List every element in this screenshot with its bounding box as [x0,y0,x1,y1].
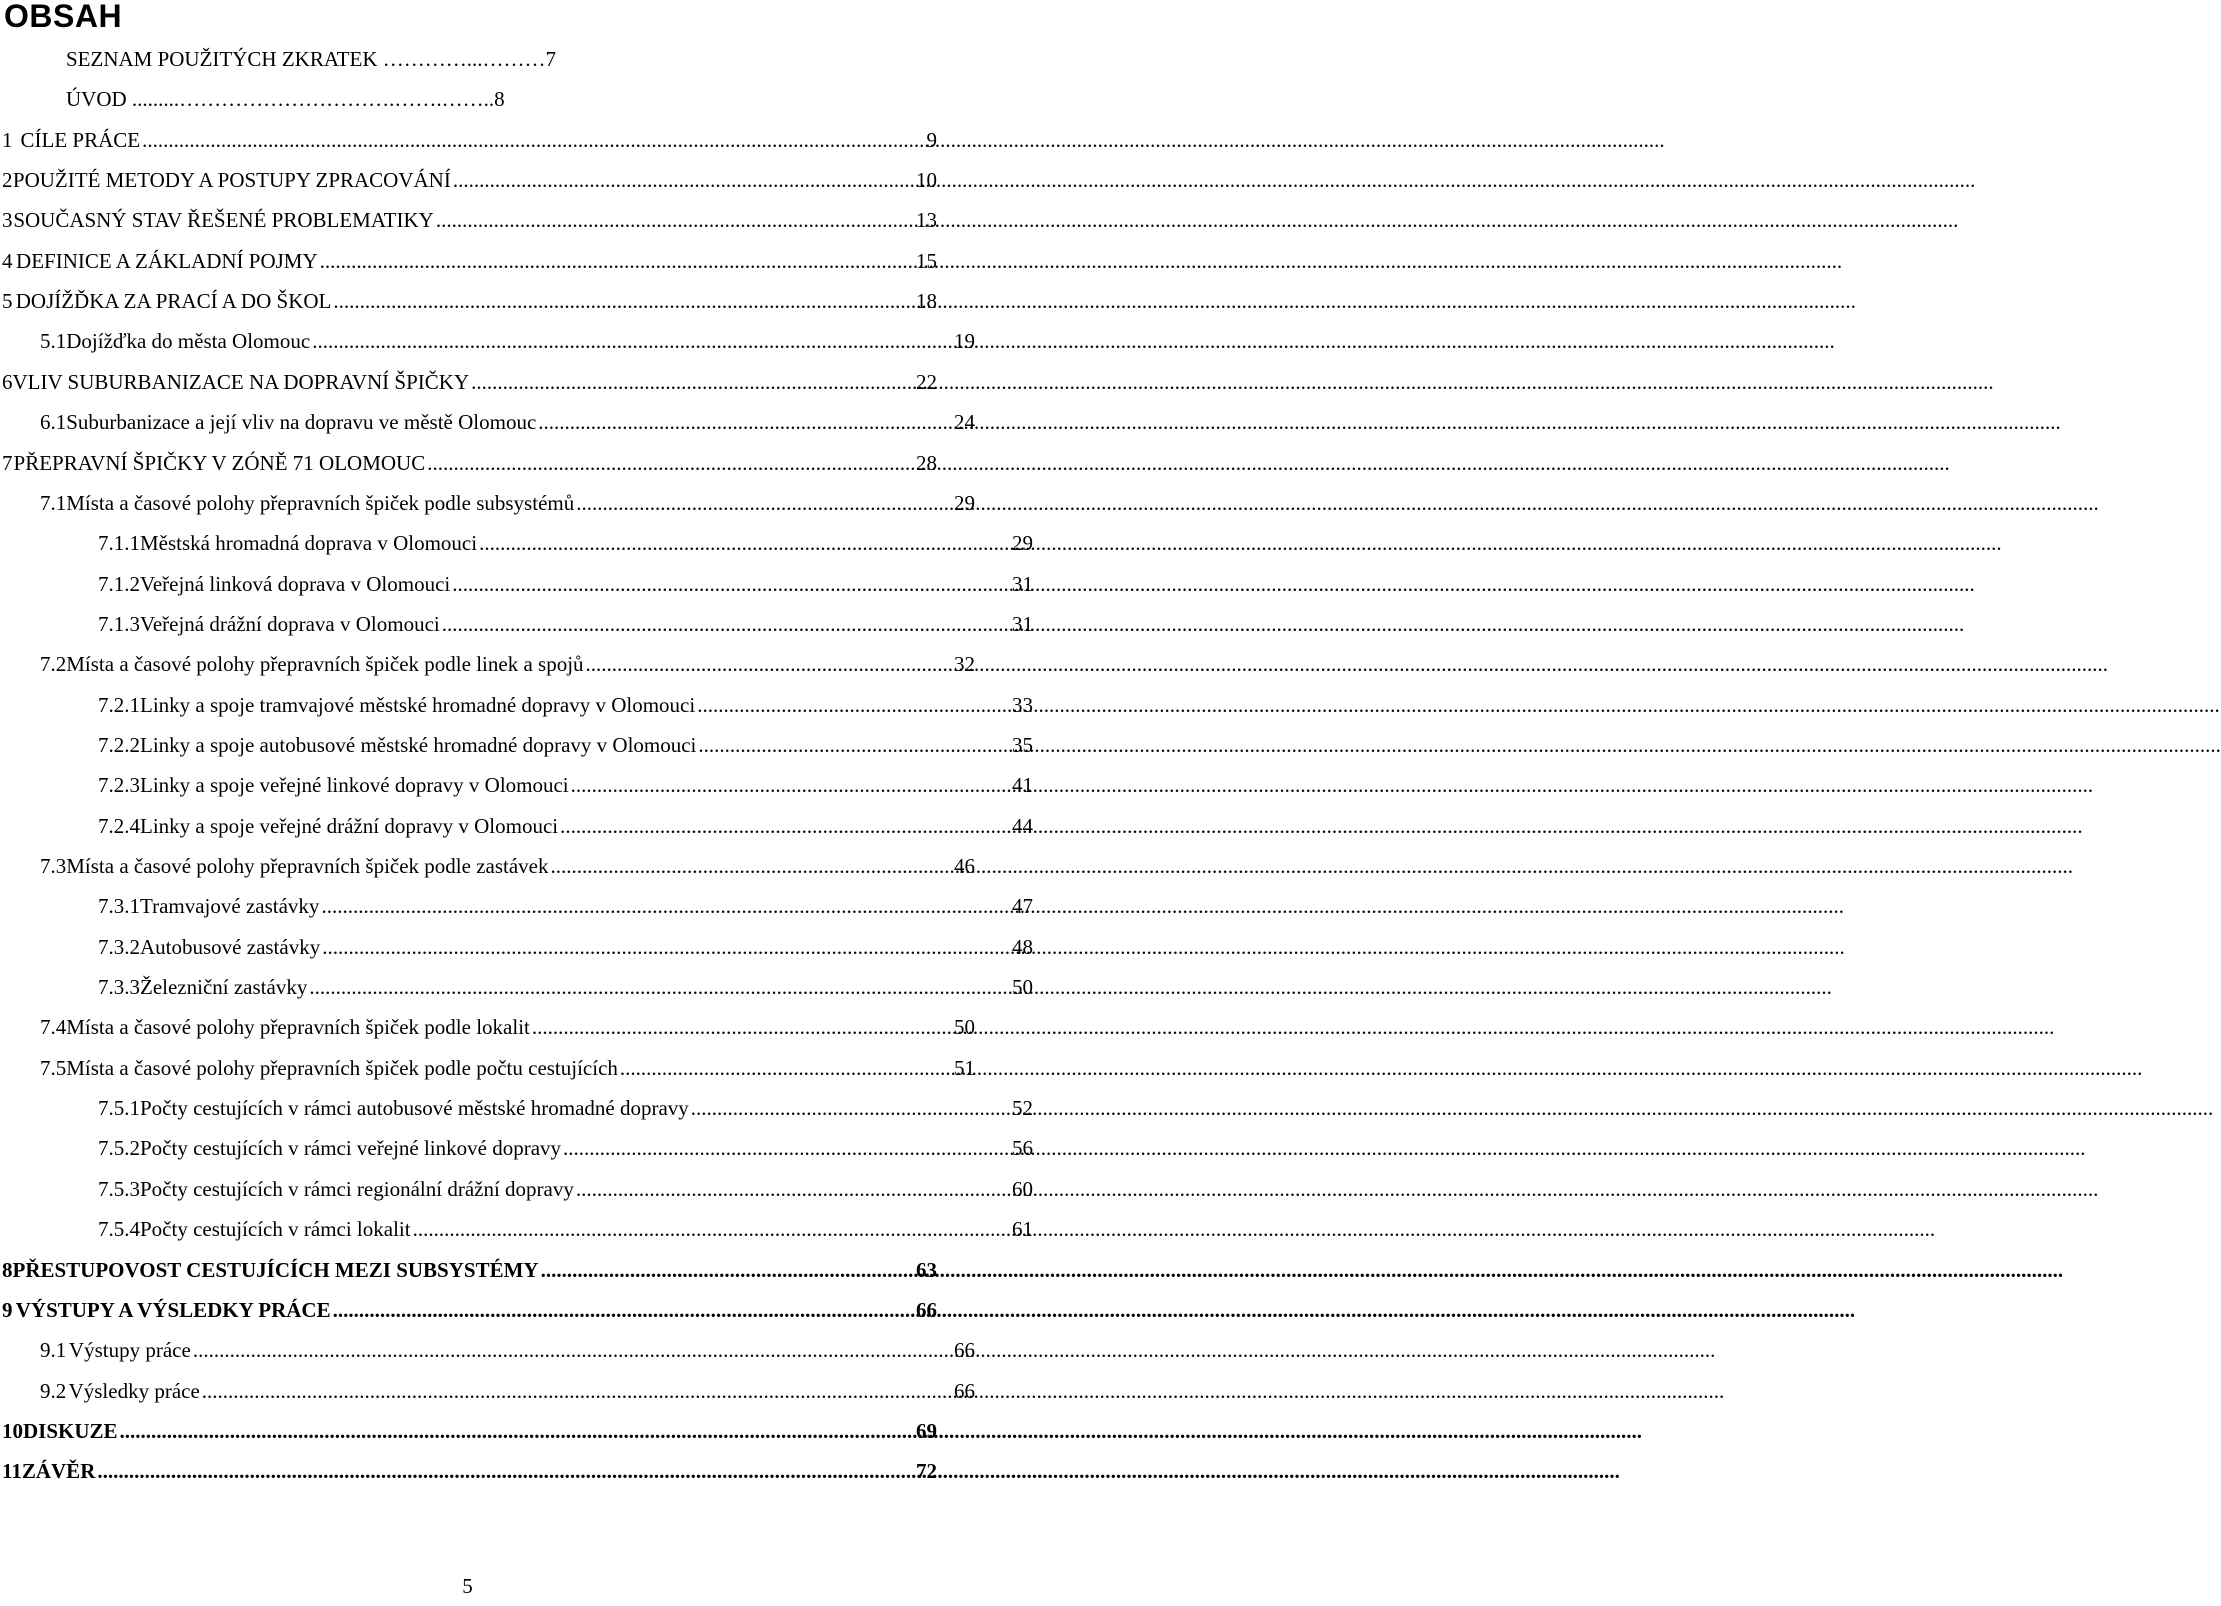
toc-entry-page: 28 [916,451,937,475]
toc-entry-page: 44 [1012,814,1033,838]
toc-entry[interactable] [0,1092,1033,1124]
toc-entry-page: 48 [1012,935,1033,959]
toc-entry-page: 50 [1012,975,1033,999]
toc-dot-leader [541,1254,914,1286]
toc-entry-title: ZÁVĚR [21,1459,96,1483]
toc-entry-title: Počty cestujících v rámci veřejné linkové dopravy [140,1136,562,1160]
toc-entry-title: Linky a spoje tramvajové městské hromadné dopravy v Olomouci [140,693,696,717]
toc-entry[interactable] [0,204,937,236]
toc-entry-title: Městská hromadná doprava v Olomouci [140,531,478,555]
toc-entry-page: 61 [1012,1217,1033,1241]
toc-entry-number: 7.2 [40,652,67,676]
toc-entry-title: VLIV SUBURBANIZACE NA DOPRAVNÍ ŠPIČKY [12,370,470,394]
toc-dot-leader [413,1213,1010,1245]
toc-entry[interactable] [0,568,1033,600]
toc-entry[interactable] [0,1415,937,1447]
toc-dot-leader [333,1294,914,1326]
toc-entry[interactable] [0,83,1001,115]
toc-entry-page: 10 [916,168,937,192]
toc-entry-title: Místa a časové polohy přepravních špiček podle zastávek [66,854,549,878]
toc-entry[interactable] [0,1052,975,1084]
toc-entry-page: 63 [916,1258,937,1282]
toc-entry[interactable] [0,810,1033,842]
toc-entry-title: Počty cestujících v rámci autobusové městské hromadné dopravy [140,1096,689,1120]
toc-entry-number: 7.5.2 [98,1136,140,1160]
toc-entry-page: 72 [916,1459,937,1483]
toc-entry[interactable] [0,648,975,680]
toc-entry[interactable] [0,1011,975,1043]
toc-entry-page: 29 [954,491,975,515]
toc-dot-leader [120,1415,914,1447]
toc-dot-leader [697,689,1010,721]
toc-entry-title: SOUČASNÝ STAV ŘEŠENÉ PROBLEMATIKY [13,208,434,232]
toc-entry-number: 4 [2,249,13,273]
toc-entry[interactable] [0,487,975,519]
toc-entry-page: 22 [916,370,937,394]
toc-entry-page: 24 [954,410,975,434]
toc-entry-number: 7.3.1 [98,894,140,918]
toc-dot-leader [691,1092,1010,1124]
toc-entry[interactable] [0,1334,975,1366]
toc-entry-title: Autobusové zastávky [140,935,321,959]
toc-entry-title: POUŽITÉ METODY A POSTUPY ZPRACOVÁNÍ [12,168,451,192]
toc-entry-title: Počty cestujících v rámci regionální drážní dopravy [140,1177,574,1201]
toc-dot-leader [571,769,1010,801]
toc-entry[interactable] [0,1294,937,1326]
toc-entry-page: 35 [1012,733,1033,757]
toc-entry-title: Suburbanizace a její vliv na dopravu ve městě Olomouc [66,410,537,434]
toc-entry-title: Linky a spoje veřejné drážní dopravy v Olomouci [140,814,559,838]
toc-dot-leader [563,1132,1010,1164]
toc-entry-title: VÝSTUPY A VÝSLEDKY PRÁCE [15,1298,331,1322]
toc-entry-number: 7.5.3 [98,1177,140,1201]
toc-entry[interactable] [0,285,937,317]
toc-entry-number: 9 [2,1298,13,1322]
toc-entry-number: 8 [2,1258,13,1282]
toc-entry-number: 6 [2,370,13,394]
toc-entry-page: 31 [1012,572,1033,596]
toc-entry-number: 7.1.2 [98,572,140,596]
toc-entry-title: Linky a spoje veřejné linkové dopravy v Olomouci [140,773,569,797]
toc-entry-title: Tramvajové zastávky [140,894,320,918]
toc-entry-number: 6.1 [40,410,67,434]
toc-dot-leader [142,124,924,156]
toc-entry[interactable] [0,608,1033,640]
toc-entry[interactable] [0,245,937,277]
toc-entry-page: 66 [916,1298,937,1322]
toc-entry-page: 33 [1012,693,1033,717]
toc-entry-title: PŘESTUPOVOST CESTUJÍCÍCH MEZI SUBSYSTÉMY [12,1258,539,1282]
page-number: 5 [462,1574,473,1598]
toc-entry-title: PŘEPRAVNÍ ŠPIČKY V ZÓNĚ 71 OLOMOUC [13,451,426,475]
toc-entry-number: 7.2.2 [98,733,140,757]
toc-entry[interactable] [0,1455,937,1487]
toc-entry[interactable] [0,325,975,357]
toc-dot-leader [321,890,1010,922]
toc-entry-page: 56 [1012,1136,1033,1160]
toc-entry[interactable] [0,406,975,438]
toc-entry-title: Veřejná linková doprava v Olomouci [140,572,451,596]
toc-entry-title: DEFINICE A ZÁKLADNÍ POJMY [16,249,318,273]
toc-entry-page: 29 [1012,531,1033,555]
toc-entry-number: 7.5.1 [98,1096,140,1120]
toc-entry-number: 7.1.1 [98,531,140,555]
toc-dot-leader [322,931,1010,963]
toc-entry-title: Dojížďka do města Olomouc [66,329,311,353]
toc-heading: OBSAH [4,0,123,34]
toc-dot-leader [436,204,914,236]
toc-dot-leader [698,729,1010,761]
toc-entry-page: 32 [954,652,975,676]
toc-entry-page: 46 [954,854,975,878]
toc-entry[interactable] [0,1132,1033,1164]
toc-entry-title: Místa a časové polohy přepravních špiček podle linek a spojů [66,652,584,676]
toc-entry[interactable] [0,164,937,196]
toc-entry[interactable] [0,527,1033,559]
toc-entry-number: 10 [2,1419,23,1443]
toc-entry-title: Místa a časové polohy přepravních špiček podle počtu cestujících [66,1056,618,1080]
toc-entry-number: 1 [2,128,13,152]
toc-dot-leader [538,406,952,438]
toc-entry[interactable] [0,931,1033,963]
toc-entry-number: 7.2.4 [98,814,140,838]
toc-entry-page: 15 [916,249,937,273]
toc-entry[interactable] [0,1254,937,1286]
toc-entry[interactable] [0,689,1033,721]
toc-entry-title: Počty cestujících v rámci lokalit [140,1217,411,1241]
toc-entry-page: 66 [954,1379,975,1403]
toc-entry-number: 11 [2,1459,22,1483]
toc-entry-number: 7.1 [40,491,67,515]
toc-entry-number: 7.2.1 [98,693,140,717]
toc-entry-number: 7.5.4 [98,1217,140,1241]
toc-entry-number: 7.3.3 [98,975,140,999]
toc-entry-page: 31 [1012,612,1033,636]
toc-entry[interactable] [0,971,1033,1003]
toc-dot-leader [560,810,1010,842]
toc-entry-number: 7.4 [40,1015,67,1039]
toc-dot-leader [576,1173,1010,1205]
toc-entry-title: SEZNAM POUŽITÝCH ZKRATEK …………...………7 [66,47,556,71]
toc-dot-leader [620,1052,952,1084]
toc-dot-leader [551,850,952,882]
toc-entry-number: 9.1 [40,1338,67,1362]
toc-entry[interactable] [0,366,937,398]
toc-dot-leader [309,971,1010,1003]
toc-dot-leader [586,648,952,680]
toc-entry-number: 7.3 [40,854,67,878]
toc-dot-leader [471,366,914,398]
toc-entry-page: 60 [1012,1177,1033,1201]
toc-dot-leader [452,568,1010,600]
toc-entry-number: 3 [2,208,13,232]
toc-entry[interactable] [0,43,1001,75]
toc-entry-number: 2 [2,168,13,192]
toc-dot-leader [479,527,1010,559]
toc-entry-number: 7 [2,451,13,475]
toc-dot-leader [333,285,914,317]
toc-entry-page: 41 [1012,773,1033,797]
toc-dot-leader [532,1011,952,1043]
toc-entry-number: 7.2.3 [98,773,140,797]
toc-entry[interactable] [0,729,1033,761]
toc-entry-title: Veřejná drážní doprava v Olomouci [140,612,440,636]
toc-entry-title: Výstupy práce [68,1338,191,1362]
toc-dot-leader [97,1455,914,1487]
toc-entry-title: DISKUZE [23,1419,118,1443]
toc-entry[interactable] [0,124,937,156]
toc-entry[interactable] [0,769,1033,801]
toc-entry-page: 19 [954,329,975,353]
toc-entry-page: 51 [954,1056,975,1080]
toc-dot-leader [202,1375,952,1407]
toc-entry-title: Místa a časové polohy přepravních špiček podle subsystémů [66,491,575,515]
toc-entry-title: CÍLE PRÁCE [20,128,141,152]
toc-entry-number: 7.5 [40,1056,67,1080]
toc-entry-page: 52 [1012,1096,1033,1120]
toc-entry-page: 9 [926,128,937,152]
toc-entry-number: 7.1.3 [98,612,140,636]
toc-entry-title: Výsledky práce [68,1379,200,1403]
toc-entry-page: 66 [954,1338,975,1362]
toc-entry-page: 50 [954,1015,975,1039]
toc-entry[interactable] [0,890,1033,922]
toc-dot-leader [427,447,914,479]
toc-entry-title: Linky a spoje autobusové městské hromadné dopravy v Olomouci [140,733,697,757]
toc-entry-title: Místa a časové polohy přepravních špiček podle lokalit [66,1015,530,1039]
toc-dot-leader [193,1334,952,1366]
toc-entry-number: 7.3.2 [98,935,140,959]
toc-entry-page: 18 [916,289,937,313]
toc-entry-page: 47 [1012,894,1033,918]
toc-entry[interactable] [0,1375,975,1407]
toc-entry-number: 5.1 [40,329,67,353]
toc-entry-title: DOJÍŽĎKA ZA PRACÍ A DO ŠKOL [15,289,332,313]
toc-entry-title: Železniční zastávky [140,975,308,999]
toc-entry[interactable] [0,1213,1033,1245]
toc-entry[interactable] [0,447,937,479]
toc-dot-leader [320,245,914,277]
toc-entry-page: 13 [916,208,937,232]
toc-entry-number: 9.2 [40,1379,67,1403]
toc-entry-number: 5 [2,289,13,313]
toc-dot-leader [442,608,1010,640]
toc-entry[interactable] [0,850,975,882]
toc-dot-leader [576,487,952,519]
toc-entry[interactable] [0,1173,1033,1205]
toc-entry-title: ÚVOD .........………………………….…….……..8 [66,87,505,111]
toc-dot-leader [453,164,914,196]
toc-entry-page: 69 [916,1419,937,1443]
toc-dot-leader [312,325,952,357]
